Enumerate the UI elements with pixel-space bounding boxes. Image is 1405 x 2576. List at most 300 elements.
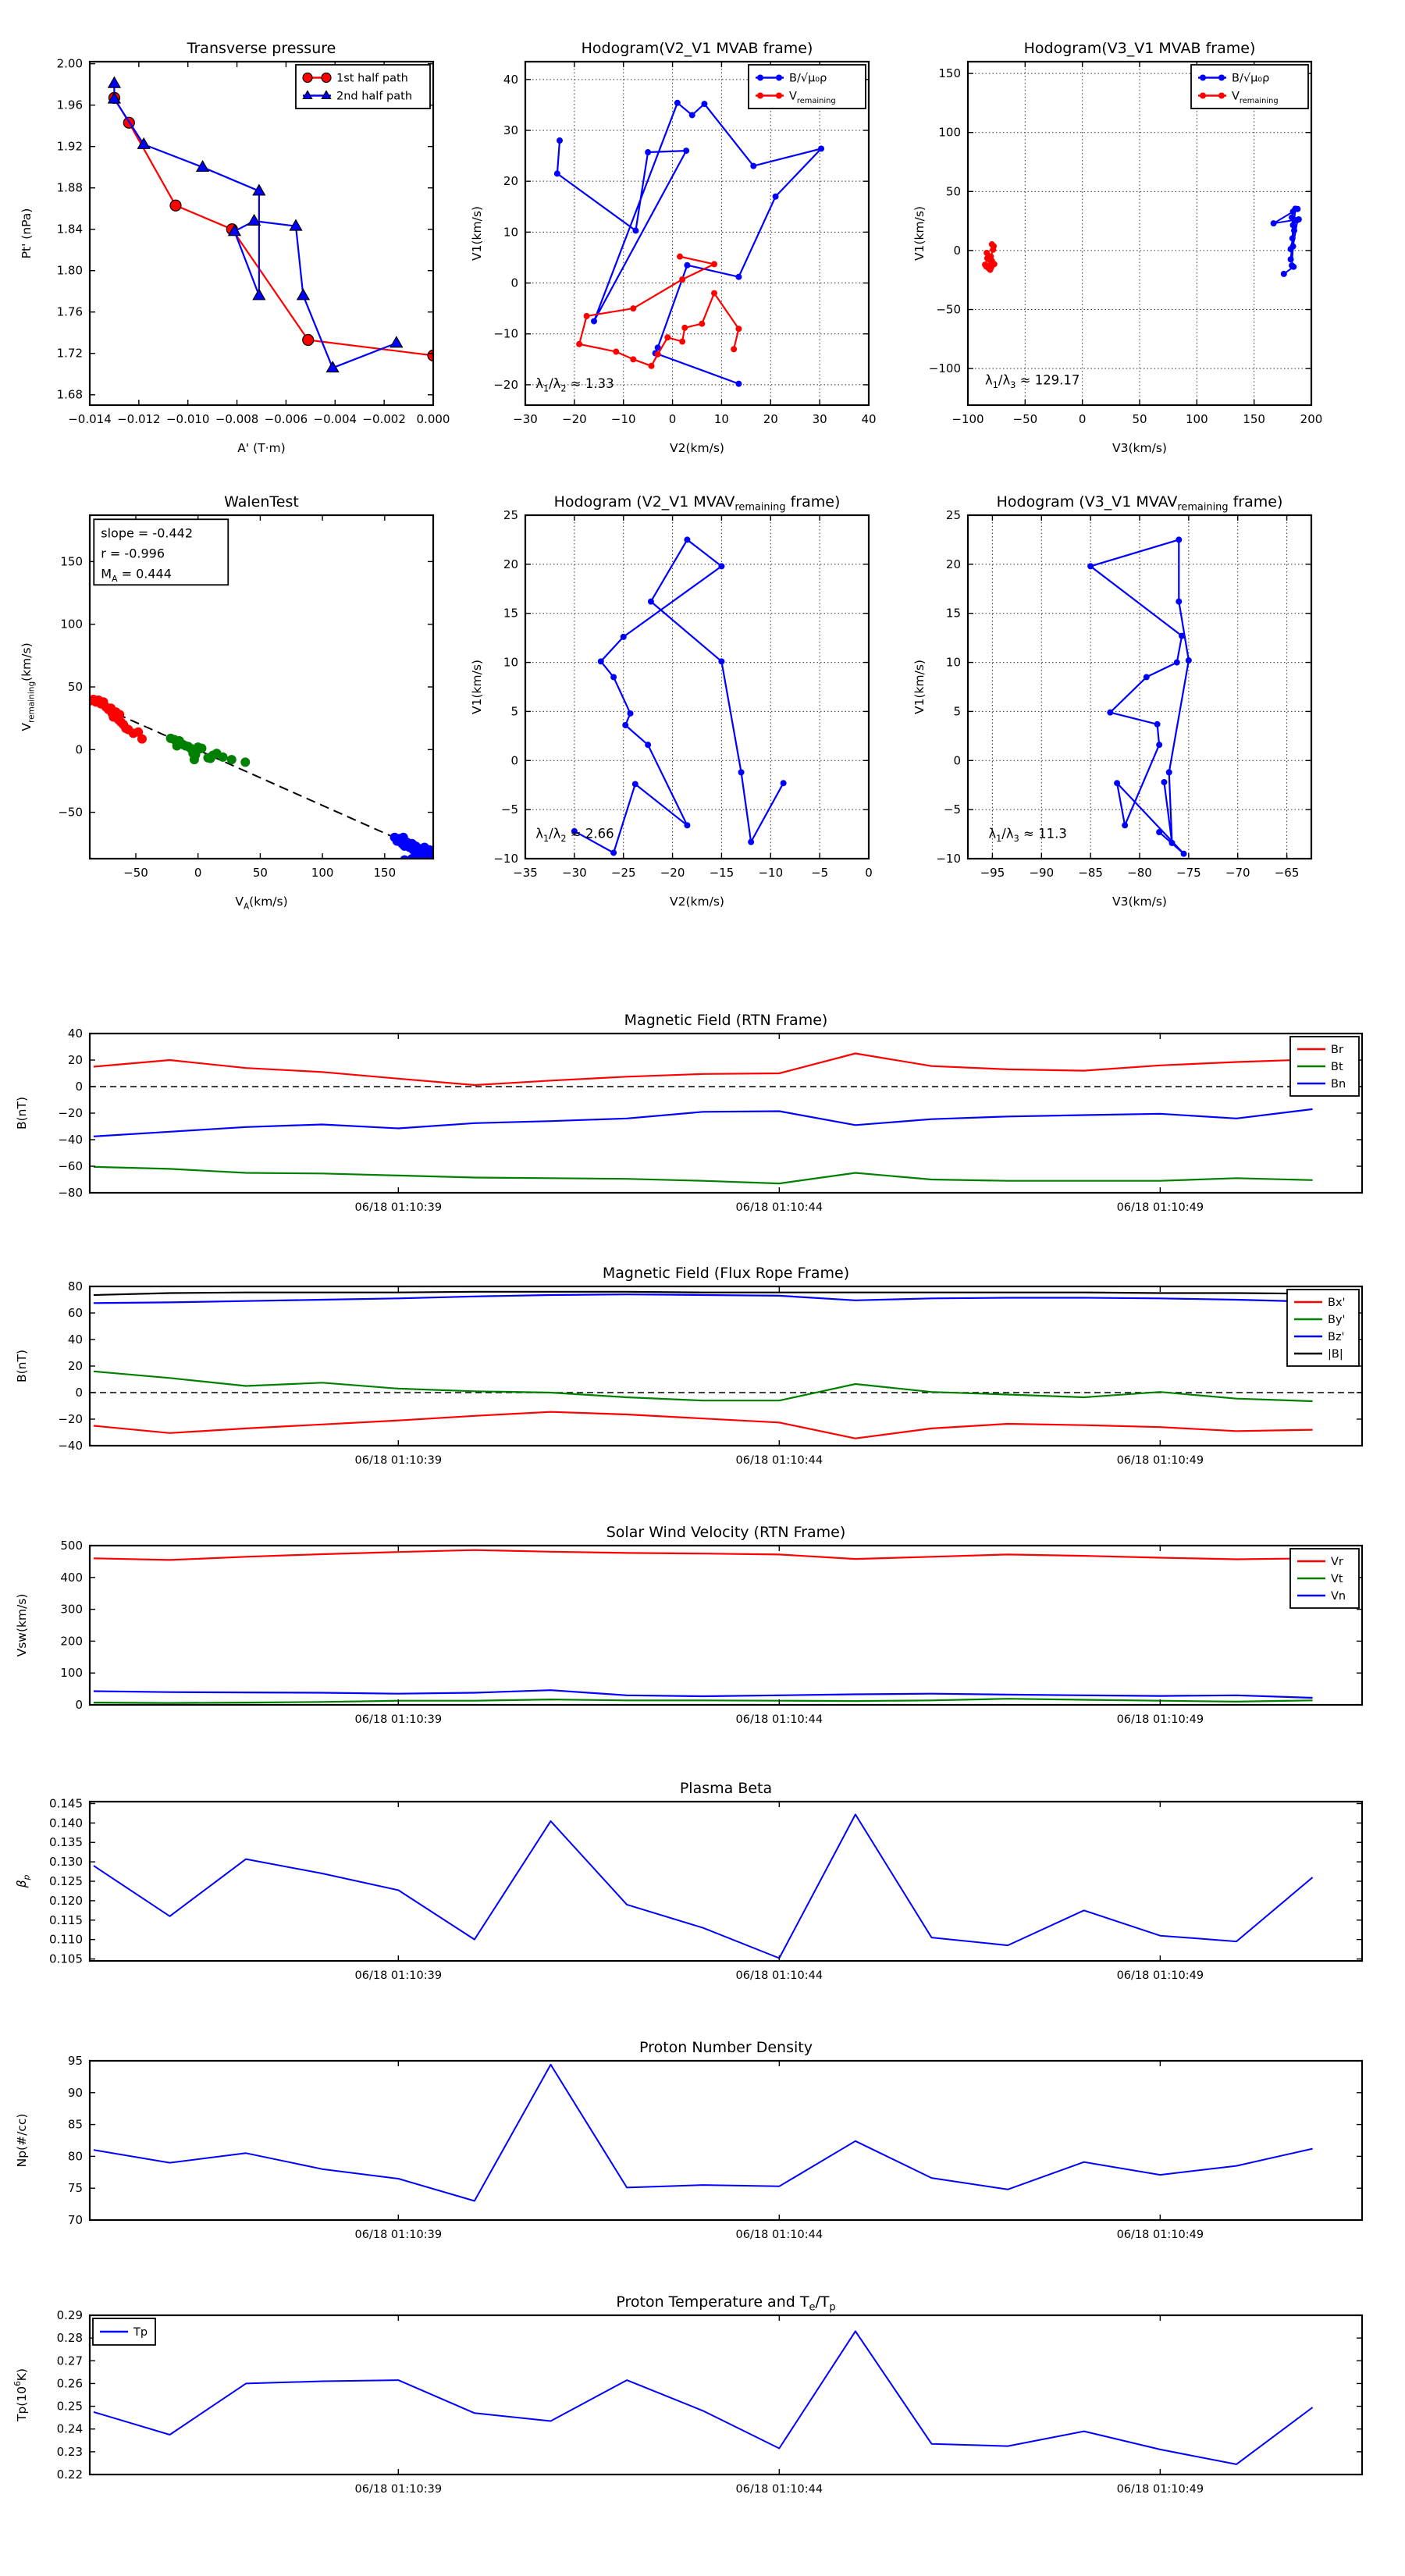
x-axis-label: A' (T·m) — [237, 441, 286, 455]
x-tick-label: 150 — [1243, 412, 1265, 426]
series-marker — [1156, 742, 1162, 748]
series-line-v-hodogram — [574, 539, 784, 852]
series-marker — [738, 769, 745, 775]
x-tick-label: −0.008 — [215, 412, 259, 426]
y-tick-label: 50 — [945, 184, 961, 199]
series-marker — [748, 839, 754, 845]
y-tick-label: 1.80 — [56, 263, 83, 278]
x-tick-label: 06/18 01:10:44 — [735, 1454, 823, 1467]
y-tick-label: 0 — [75, 742, 83, 757]
chart-transverse-pressure — [20, 40, 450, 455]
y-tick-label: 5 — [510, 704, 518, 719]
x-tick-label: 06/18 01:10:44 — [735, 2229, 823, 2241]
legend-label: B/√μ₀ρ — [789, 72, 827, 85]
x-tick-label: 06/18 01:10:44 — [735, 1969, 823, 1982]
y-tick-label: 40 — [67, 1026, 83, 1041]
series-marker — [1176, 536, 1182, 543]
y-tick-label: 0.110 — [49, 1932, 83, 1947]
x-tick-label: 06/18 01:10:44 — [735, 1713, 823, 1726]
x-tick-label: 30 — [812, 412, 827, 426]
y-tick-label: −100 — [928, 361, 961, 376]
series-marker — [677, 254, 683, 260]
annotation-text: r = -0.996 — [101, 546, 165, 561]
series-marker — [718, 563, 724, 569]
series-marker — [701, 101, 707, 107]
y-tick-label: 20 — [503, 557, 518, 571]
x-tick-label: −30 — [562, 866, 587, 880]
y-tick-label: 0.27 — [56, 2354, 83, 2368]
legend-label: Bx' — [1328, 1297, 1346, 1309]
series-marker — [781, 780, 787, 786]
series-marker — [776, 93, 782, 99]
y-tick-label: 1.96 — [56, 98, 83, 112]
series-marker — [1181, 851, 1187, 857]
x-tick-label: 150 — [373, 866, 397, 880]
x-tick-label: −70 — [1225, 866, 1250, 880]
series-marker — [1218, 75, 1225, 81]
legend-label: Vn — [1331, 1590, 1346, 1603]
series-marker — [1271, 220, 1277, 226]
y-tick-label: 5 — [953, 704, 961, 719]
x-tick-label: 40 — [861, 412, 877, 426]
y-tick-label: 0 — [510, 753, 518, 768]
series-marker — [622, 722, 628, 728]
x-tick-label: 06/18 01:10:49 — [1116, 2483, 1204, 2496]
y-tick-label: 100 — [60, 617, 83, 632]
series-marker — [655, 351, 661, 358]
x-tick-label: −0.006 — [264, 412, 308, 426]
y-tick-label: 1.88 — [56, 180, 83, 195]
chart-title: Magnetic Field (RTN Frame) — [624, 1012, 828, 1029]
chart-title: Proton Temperature and $T_e/T_p$ — [616, 2293, 836, 2314]
annotation-text: $\lambda_1/\lambda_3 \approx 11.3$ — [988, 826, 1067, 845]
axis-box — [90, 62, 433, 405]
chart-title: Transverse pressure — [187, 40, 336, 57]
series-marker — [584, 313, 590, 319]
y-tick-label: 20 — [67, 1359, 83, 1373]
series-marker — [757, 75, 763, 81]
y-tick-label: 100 — [60, 1666, 83, 1681]
series-marker — [645, 149, 651, 155]
x-tick-label: −90 — [1029, 866, 1055, 880]
series-line-br — [94, 1054, 1313, 1086]
y-axis-label: B(nT) — [15, 1096, 29, 1130]
x-tick-label: −20 — [562, 412, 587, 426]
y-tick-label: 0.105 — [49, 1952, 83, 1966]
x-tick-label: −100 — [951, 412, 984, 426]
chart-hodogram-v3v1-mvav — [912, 493, 1311, 909]
series-marker — [1200, 75, 1206, 81]
x-tick-label: 06/18 01:10:39 — [354, 2483, 443, 2496]
x-tick-label: 0 — [1078, 412, 1087, 426]
series-marker — [1289, 235, 1296, 241]
series-marker — [557, 137, 563, 144]
series-marker — [303, 335, 314, 346]
y-tick-label: −50 — [936, 302, 961, 317]
series-line-vt — [94, 1699, 1313, 1703]
legend-label: 1st half path — [336, 72, 408, 85]
series-marker — [197, 744, 206, 753]
series-marker — [1174, 660, 1180, 666]
series-marker — [1122, 822, 1128, 828]
x-tick-label: 200 — [1300, 412, 1323, 426]
x-tick-label: −75 — [1176, 866, 1201, 880]
y-tick-label: −40 — [58, 1439, 83, 1453]
series-marker — [108, 77, 120, 87]
y-tick-label: 0.24 — [56, 2421, 83, 2436]
series-marker — [1290, 244, 1297, 250]
series-marker — [1114, 780, 1120, 786]
series-line-bx- — [94, 1412, 1313, 1439]
y-axis-label: Np(#/cc) — [15, 2113, 29, 2168]
y-tick-label: 60 — [67, 1306, 83, 1320]
x-tick-label: 50 — [1132, 412, 1147, 426]
y-tick-label: −10 — [936, 852, 961, 866]
y-tick-label: 15 — [945, 606, 961, 621]
series-line-bz- — [94, 1294, 1313, 1303]
series-marker — [773, 194, 779, 200]
x-tick-label: −0.012 — [117, 412, 161, 426]
x-tick-label: −10 — [610, 412, 636, 426]
series-marker — [628, 710, 634, 717]
x-tick-label: 100 — [1186, 412, 1208, 426]
series-line-vr — [94, 1550, 1313, 1560]
x-tick-label: −35 — [513, 866, 538, 880]
series-marker — [253, 290, 265, 300]
y-tick-label: 80 — [67, 1279, 83, 1293]
x-tick-label: 0 — [865, 866, 873, 880]
x-tick-label: 0.000 — [416, 412, 450, 426]
series-marker — [718, 658, 724, 664]
y-tick-label: −20 — [58, 1412, 83, 1426]
x-tick-label: 06/18 01:10:49 — [1116, 1713, 1204, 1726]
series-marker — [664, 334, 670, 340]
y-tick-label: 500 — [60, 1539, 83, 1553]
series-marker — [674, 100, 681, 106]
axis-box — [90, 1286, 1362, 1446]
chart-plasma-beta — [15, 1780, 1362, 1982]
series-marker — [322, 73, 331, 83]
series-marker — [390, 336, 402, 347]
x-tick-label: −25 — [610, 866, 636, 880]
series-marker — [699, 321, 705, 327]
y-axis-label: Pt' (nPa) — [20, 208, 34, 259]
series-marker — [240, 757, 250, 767]
y-tick-label: −5 — [943, 802, 961, 817]
y-tick-label: −40 — [58, 1133, 83, 1147]
x-tick-label: 100 — [311, 866, 334, 880]
series-marker — [219, 753, 228, 762]
legend-label: Bz' — [1328, 1331, 1345, 1343]
chart-title: Hodogram (V3_V1 $MVAV_{remaining}$ frame) — [996, 493, 1283, 514]
chart-title: WalenTest — [224, 493, 299, 511]
x-tick-label: 06/18 01:10:39 — [354, 1713, 443, 1726]
x-axis-label: $V_A(km/s)$ — [235, 895, 288, 912]
series-marker — [711, 261, 717, 267]
chart-title: Plasma Beta — [679, 1780, 773, 1797]
annotation-text: $\lambda_1/\lambda_2 \approx 2.66$ — [535, 826, 614, 845]
series-marker — [648, 599, 654, 605]
y-axis-label: $Tp(10^6K)$ — [13, 2368, 29, 2421]
x-tick-label: −0.004 — [313, 412, 357, 426]
y-tick-label: 70 — [67, 2213, 83, 2227]
series-marker — [1107, 710, 1113, 716]
y-tick-label: −20 — [493, 377, 518, 392]
x-tick-label: −0.010 — [165, 412, 210, 426]
legend-label: |B| — [1328, 1348, 1343, 1361]
axis-box — [90, 2061, 1362, 2220]
y-tick-label: 75 — [67, 2181, 83, 2196]
series-marker — [735, 274, 742, 280]
x-tick-label: −95 — [980, 866, 1005, 880]
y-tick-label: 20 — [503, 174, 518, 189]
series-marker — [679, 339, 685, 345]
x-tick-label: −0.014 — [68, 412, 112, 426]
series-marker — [576, 341, 582, 347]
series-marker — [1186, 657, 1192, 664]
axis-box — [90, 1546, 1362, 1705]
axis-box — [90, 1034, 1362, 1193]
x-tick-label: 50 — [252, 866, 268, 880]
x-tick-label: 06/18 01:10:49 — [1116, 1201, 1204, 1214]
axis-box — [525, 62, 869, 405]
series-marker — [1154, 721, 1161, 728]
x-tick-label: −15 — [709, 866, 735, 880]
series-marker — [1290, 264, 1297, 270]
series-marker — [598, 658, 604, 664]
series-line-beta-p — [94, 1814, 1313, 1958]
series-line-by- — [94, 1372, 1313, 1401]
annotation-text: $M_A = 0.444$ — [101, 566, 172, 584]
y-tick-label: 25 — [945, 508, 961, 522]
series-marker — [645, 742, 651, 748]
x-tick-label: 06/18 01:10:49 — [1116, 1969, 1204, 1982]
x-tick-label: 06/18 01:10:44 — [735, 1201, 823, 1214]
chart-title: Magnetic Field (Flux Rope Frame) — [602, 1265, 850, 1282]
legend-label: Bn — [1331, 1078, 1346, 1091]
x-tick-label: −50 — [123, 866, 148, 880]
x-tick-label: −0.002 — [362, 412, 406, 426]
x-axis-label: V2(km/s) — [670, 895, 724, 909]
chart-title: Hodogram (V2_V1 $MVAV_{remaining}$ frame) — [553, 493, 841, 514]
series-marker — [137, 735, 147, 744]
series-marker — [422, 856, 432, 865]
legend-label: 2nd half path — [336, 90, 413, 103]
y-tick-label: 300 — [60, 1602, 83, 1617]
series-marker — [1218, 93, 1225, 99]
series-marker — [1291, 227, 1297, 233]
series-marker — [1296, 216, 1302, 222]
series-marker — [689, 112, 695, 118]
series-marker — [818, 145, 824, 151]
y-tick-label: 0.25 — [56, 2399, 83, 2414]
y-tick-label: 0.115 — [49, 1912, 83, 1927]
y-tick-label: 25 — [503, 508, 518, 522]
y-tick-label: 0 — [953, 753, 961, 768]
x-tick-label: −65 — [1274, 866, 1300, 880]
y-tick-label: 150 — [938, 66, 961, 81]
y-tick-label: 90 — [67, 2085, 83, 2100]
x-axis-label: V3(km/s) — [1112, 441, 1167, 455]
series-marker — [683, 148, 689, 154]
y-axis-label: V1(km/s) — [470, 206, 484, 261]
axis-box — [90, 2315, 1362, 2475]
x-tick-label: 0 — [668, 412, 677, 426]
x-tick-label: −30 — [513, 412, 538, 426]
y-tick-label: 0.26 — [56, 2376, 83, 2391]
y-tick-label: 0.22 — [56, 2467, 83, 2482]
series-line-bt — [94, 1167, 1313, 1183]
chart-walen-test — [20, 493, 438, 912]
legend-box — [1287, 1290, 1359, 1366]
series-marker — [684, 262, 690, 269]
y-tick-label: 0.140 — [49, 1816, 83, 1831]
series-marker — [613, 349, 619, 355]
series-marker — [1156, 829, 1162, 835]
x-tick-label: −20 — [660, 866, 685, 880]
series-line-tp — [94, 2331, 1313, 2464]
series-marker — [1161, 779, 1167, 785]
chart-title: Solar Wind Velocity (RTN Frame) — [606, 1524, 846, 1541]
y-tick-label: −10 — [493, 852, 518, 866]
series-marker — [711, 290, 717, 297]
series-marker — [750, 163, 756, 169]
x-tick-label: 06/18 01:10:39 — [354, 2229, 443, 2241]
x-tick-label: 06/18 01:10:49 — [1116, 2229, 1204, 2241]
series-marker — [1166, 769, 1172, 775]
series-line-b- — [557, 103, 821, 384]
series-line-1st-half-path — [114, 98, 433, 355]
legend-label: Bt — [1331, 1061, 1343, 1073]
annotation-text: $\lambda_1/\lambda_2 \approx 1.33$ — [535, 376, 614, 394]
series-marker — [1087, 563, 1094, 569]
series-marker — [684, 536, 690, 543]
y-tick-label: 400 — [60, 1570, 83, 1585]
y-tick-label: 2.00 — [56, 56, 83, 71]
y-axis-label: B(nT) — [15, 1349, 29, 1383]
series-marker — [1288, 256, 1294, 262]
series-marker — [735, 326, 742, 332]
series-marker — [621, 634, 627, 640]
x-tick-label: 06/18 01:10:39 — [354, 1969, 443, 1982]
y-tick-label: 150 — [60, 554, 83, 569]
annotation-text: slope = -0.442 — [101, 525, 194, 541]
series-line-vn — [94, 1690, 1313, 1698]
y-axis-label: V1(km/s) — [912, 206, 927, 261]
chart-hodogram-v3v1-mvab — [912, 40, 1322, 455]
series-marker — [610, 849, 617, 856]
series-line-fit — [90, 702, 433, 855]
y-axis-label: V1(km/s) — [470, 660, 484, 714]
series-marker — [632, 227, 638, 233]
y-tick-label: 50 — [67, 680, 83, 694]
series-marker — [610, 674, 617, 680]
y-axis-label: $\beta_p$ — [15, 1874, 32, 1888]
series-marker — [735, 381, 742, 387]
chart-hodogram-v2v1-mvav — [470, 493, 873, 909]
y-tick-label: 85 — [67, 2117, 83, 2132]
series-marker — [1176, 599, 1182, 605]
chart-title: Hodogram(V2_V1 MVAB frame) — [581, 40, 813, 57]
series-line-bn — [94, 1109, 1313, 1137]
series-marker — [681, 325, 688, 331]
series-marker — [303, 73, 312, 83]
series-marker — [757, 93, 763, 99]
y-tick-label: −5 — [500, 802, 518, 817]
x-axis-label: V2(km/s) — [670, 441, 724, 455]
series-marker — [591, 318, 597, 324]
y-tick-label: −20 — [58, 1106, 83, 1120]
y-tick-label: 0 — [953, 243, 961, 258]
legend-label: By' — [1328, 1314, 1346, 1326]
series-line-np — [94, 2065, 1313, 2201]
x-tick-label: 06/18 01:10:39 — [354, 1454, 443, 1467]
series-marker — [679, 276, 685, 283]
y-tick-label: 0 — [75, 1386, 83, 1400]
y-tick-label: 1.76 — [56, 304, 83, 319]
legend-label: Br — [1331, 1044, 1343, 1056]
y-tick-label: 15 — [503, 606, 518, 621]
y-tick-label: 1.72 — [56, 346, 83, 361]
y-tick-label: 40 — [503, 72, 518, 87]
x-tick-label: 20 — [763, 412, 778, 426]
series-marker — [554, 170, 560, 176]
y-tick-label: 0 — [510, 276, 518, 290]
series-marker — [985, 263, 991, 269]
annotation-text: $\lambda_1/\lambda_3 \approx 129.17$ — [985, 372, 1080, 391]
axis-box — [525, 515, 869, 859]
x-tick-label: −85 — [1078, 866, 1103, 880]
y-axis-label: $V_{remaining}(km/s)$ — [20, 642, 37, 731]
series-marker — [776, 75, 782, 81]
series-marker — [1294, 206, 1300, 212]
series-marker — [170, 200, 181, 211]
series-marker — [632, 781, 638, 787]
x-tick-label: 10 — [713, 412, 729, 426]
y-tick-label: 30 — [503, 123, 518, 137]
legend-label: Vr — [1331, 1556, 1343, 1568]
series-marker — [1144, 674, 1150, 680]
chart-hodogram-v2v1-mvab — [470, 40, 877, 455]
x-tick-label: −80 — [1127, 866, 1152, 880]
y-tick-label: 0.130 — [49, 1855, 83, 1870]
series-marker — [297, 290, 309, 300]
y-tick-label: 20 — [945, 557, 961, 571]
x-tick-label: −10 — [758, 866, 784, 880]
x-tick-label: 06/18 01:10:44 — [735, 2483, 823, 2496]
x-tick-label: 06/18 01:10:49 — [1116, 1454, 1204, 1467]
chart-title: Proton Number Density — [639, 2039, 813, 2056]
y-tick-label: −50 — [58, 805, 83, 820]
chart-title: Hodogram(V3_V1 MVAB frame) — [1023, 40, 1256, 57]
chart-proton-temperature — [13, 2293, 1362, 2496]
legend-label: B/√μ₀ρ — [1232, 72, 1270, 85]
y-tick-label: 0 — [75, 1698, 83, 1712]
y-tick-label: 0.29 — [56, 2308, 83, 2322]
legend-label: Tp — [133, 2326, 148, 2339]
y-tick-label: 80 — [67, 2149, 83, 2164]
y-tick-label: 1.84 — [56, 222, 83, 237]
series-marker — [1179, 633, 1185, 639]
y-tick-label: 1.92 — [56, 139, 83, 154]
series-marker — [649, 363, 655, 369]
legend-label: $V_{remaining}$ — [1232, 90, 1279, 105]
chart-proton-number-density — [15, 2039, 1362, 2241]
series-marker — [1200, 93, 1206, 99]
y-tick-label: −60 — [58, 1159, 83, 1173]
y-axis-label: Vsw(km/s) — [15, 1593, 29, 1657]
legend-label: Vt — [1331, 1573, 1343, 1585]
